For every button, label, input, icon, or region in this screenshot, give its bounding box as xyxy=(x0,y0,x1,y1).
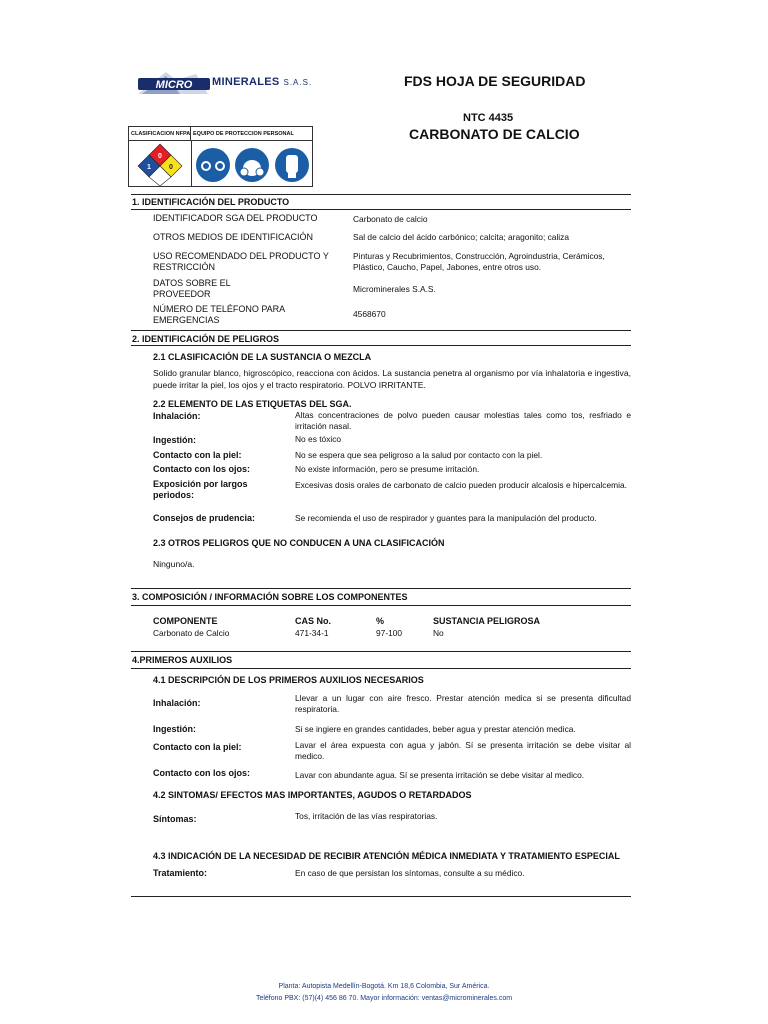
logo-brand: MICRO xyxy=(155,79,193,91)
sec2-label-skin: Contacto con la piel: xyxy=(153,450,242,460)
section-2-title: 2. IDENTIFICACIÓN DE PELIGROS xyxy=(132,334,280,344)
sec2-3-title: 2.3 OTROS PELIGROS QUE NO CONDUCEN A UNA CLASIFICACIÓN xyxy=(153,538,445,548)
sec2-3-text: Ninguno/a. xyxy=(153,559,195,569)
document-title: FDS HOJA DE SEGURIDAD xyxy=(404,73,586,89)
sec1-value-use: Pinturas y Recubrimientos, Construcción, Agroindustria, Cerámicos, Plástico, Caucho, Papel, Jabones, entre otros uso. xyxy=(353,251,605,272)
sec2-value-eyes: No existe información, pero se presume irritación. xyxy=(295,464,480,474)
sec3-cell-percent: 97-100 xyxy=(376,628,403,638)
sec2-label-exposure: Exposición por largos periodos: xyxy=(153,479,248,500)
gloves-icon xyxy=(275,148,309,182)
sec2-label-prudence: Consejos de prudencia: xyxy=(153,513,256,523)
sec2-1-text: Solido granular blanco, higroscópico, reacciona con ácidos. La sustancia penetra al organismo por vía inhalatoria e ingestiva, puede irritar la piel, los ojos y el tracto respiratorio. POLVO IRRITANTE. xyxy=(153,368,631,390)
logo-company-name xyxy=(212,76,312,88)
sec4-label-inhalation: Inhalación: xyxy=(153,698,201,708)
sec2-value-ingestion: No es tóxico xyxy=(295,434,342,444)
sec3-header-cas: CAS No. xyxy=(295,616,331,626)
sec2-label-ingestion: Ingestión: xyxy=(153,435,196,445)
sec4-2-title: 4.2 SINTOMAS/ EFECTOS MAS IMPORTANTES, AGUDOS O RETARDADOS xyxy=(153,790,472,800)
ppe-icons xyxy=(195,146,311,184)
sec2-value-inhalation: Altas concentraciones de polvo pueden causar molestias tales como tos, resfriado e irritación nasal. xyxy=(295,410,631,431)
section-divider xyxy=(131,588,631,589)
sec2-value-prudence: Se recomienda el uso de respirador y guantes para la manipulación del producto. xyxy=(295,513,597,523)
section-4-title: 4.PRIMEROS AUXILIOS xyxy=(132,655,233,665)
sec3-cell-hazardous: No xyxy=(433,628,444,638)
sec1-value-phone: 4568670 xyxy=(353,309,386,319)
sec3-header-hazardous: SUSTANCIA PELIGROSA xyxy=(433,616,541,626)
nfpa-diamond-icon xyxy=(137,143,183,187)
product-name: CARBONATO DE CALCIO xyxy=(409,126,580,142)
sec2-label-eyes: Contacto con los ojos: xyxy=(153,464,251,474)
sec4-label-treatment: Tratamiento: xyxy=(153,868,208,878)
section-divider xyxy=(131,330,631,331)
sec4-value-ingestion: Si se ingiere en grandes cantidades, beber agua y prestar atención medica. xyxy=(295,724,576,734)
section-divider xyxy=(131,345,631,346)
respirator-icon xyxy=(235,148,269,182)
logo-company: MINERALES xyxy=(212,76,280,88)
logo-suffix: S.A.S. xyxy=(283,78,313,87)
section-1-title: 1. IDENTIFICACIÓN DEL PRODUCTO xyxy=(132,197,290,207)
box-divider xyxy=(191,141,192,187)
sec4-label-ingestion: Ingestión: xyxy=(153,724,196,734)
sec1-label-use: USO RECOMENDADO DEL PRODUCTO Y RESTRICCIÓN xyxy=(153,251,329,272)
sec1-value-other-ids: Sal de calcio del ácido carbónico; calcita; aragonito; caliza xyxy=(353,232,570,242)
sec1-value-sga: Carbonato de calcio xyxy=(353,214,428,224)
sec3-cell-cas: 471-34-1 xyxy=(295,628,329,638)
sec1-label-sga: IDENTIFICADOR SGA DEL PRODUCTO xyxy=(153,213,318,223)
nfpa-header: CLASIFICACION NFPA xyxy=(129,127,191,141)
sec2-label-inhalation: Inhalación: xyxy=(153,411,201,421)
sec2-2-title: 2.2 ELEMENTO DE LAS ETIQUETAS DEL SGA. xyxy=(153,399,352,409)
sec4-label-skin: Contacto con la piel: xyxy=(153,742,242,752)
footer-address: Planta: Autopista Medellín-Bogotá. Km 18,6 Colombia, Sur América. xyxy=(278,983,490,990)
ppe-header: EQUIPO DE PROTECCION PERSONAL xyxy=(191,127,312,141)
safety-classification-box xyxy=(128,126,313,187)
sec2-value-exposure: Excesivas dosis orales de carbonato de calcio pueden producir alcalosis e hipercalcemia. xyxy=(295,480,627,490)
sec3-cell-component: Carbonato de Calcio xyxy=(153,628,230,638)
goggles-icon xyxy=(196,148,230,182)
sec4-value-eyes: Lavar con abundante agua. Sí se presenta irritación se debe visitar al medico. xyxy=(295,770,585,780)
sec4-value-skin: Lavar el área expuesta con agua y jabón. Sí se presenta irritación se debe visitar al medico. xyxy=(295,740,631,761)
section-divider xyxy=(131,668,631,669)
sec4-value-inhalation: Llevar a un lugar con aire fresco. Prestar atención medica si se presenta dificultad respiratoria. xyxy=(295,693,631,714)
svg-text:1: 1 xyxy=(147,164,151,171)
sec4-label-eyes: Contacto con los ojos: xyxy=(153,768,251,778)
section-divider xyxy=(131,605,631,606)
section-divider xyxy=(131,896,631,897)
sec4-value-symptoms: Tos, irritación de las vías respiratorias. xyxy=(295,811,438,821)
sec1-value-supplier: Microminerales S.A.S. xyxy=(353,284,436,294)
sec3-header-percent: % xyxy=(376,616,385,626)
svg-text:0: 0 xyxy=(169,164,173,171)
sec1-label-phone: NÚMERO DE TELÉFONO PARA EMERGENCIAS xyxy=(153,304,285,325)
sec1-label-supplier: DATOS SOBRE EL PROVEEDOR xyxy=(153,278,231,299)
footer-contact: Teléfono PBX: (57)(4) 456 86 70. Mayor información: ventas@microminerales.com xyxy=(255,995,513,1002)
sec4-3-title: 4.3 INDICACIÓN DE LA NECESIDAD DE RECIBIR ATENCIÓN MÉDICA INMEDIATA Y TRATAMIENTO ESPECIAL xyxy=(153,851,620,861)
sec4-label-symptoms: Síntomas: xyxy=(153,814,197,824)
section-3-title: 3. COMPOSICIÓN / INFORMACIÓN SOBRE LOS COMPONENTES xyxy=(132,592,408,602)
sec1-label-other-ids: OTROS MEDIOS DE IDENTIFICACIÓN xyxy=(153,232,314,242)
sec4-1-title: 4.1 DESCRIPCIÓN DE LOS PRIMEROS AUXILIOS NECESARIOS xyxy=(153,675,424,685)
sec2-1-title: 2.1 CLASIFICACIÓN DE LA SUSTANCIA O MEZCLA xyxy=(153,352,372,362)
section-divider xyxy=(131,651,631,652)
sec2-value-skin: No se espera que sea peligroso a la salud por contacto con la piel. xyxy=(295,450,543,460)
svg-text:0: 0 xyxy=(158,153,162,160)
sec4-value-treatment: En caso de que persistan los síntomas, consulte a su médico. xyxy=(295,868,525,878)
standard-code: NTC 4435 xyxy=(463,112,514,124)
section-divider xyxy=(131,209,631,210)
section-divider xyxy=(131,194,631,195)
sec3-header-component: COMPONENTE xyxy=(153,616,218,626)
